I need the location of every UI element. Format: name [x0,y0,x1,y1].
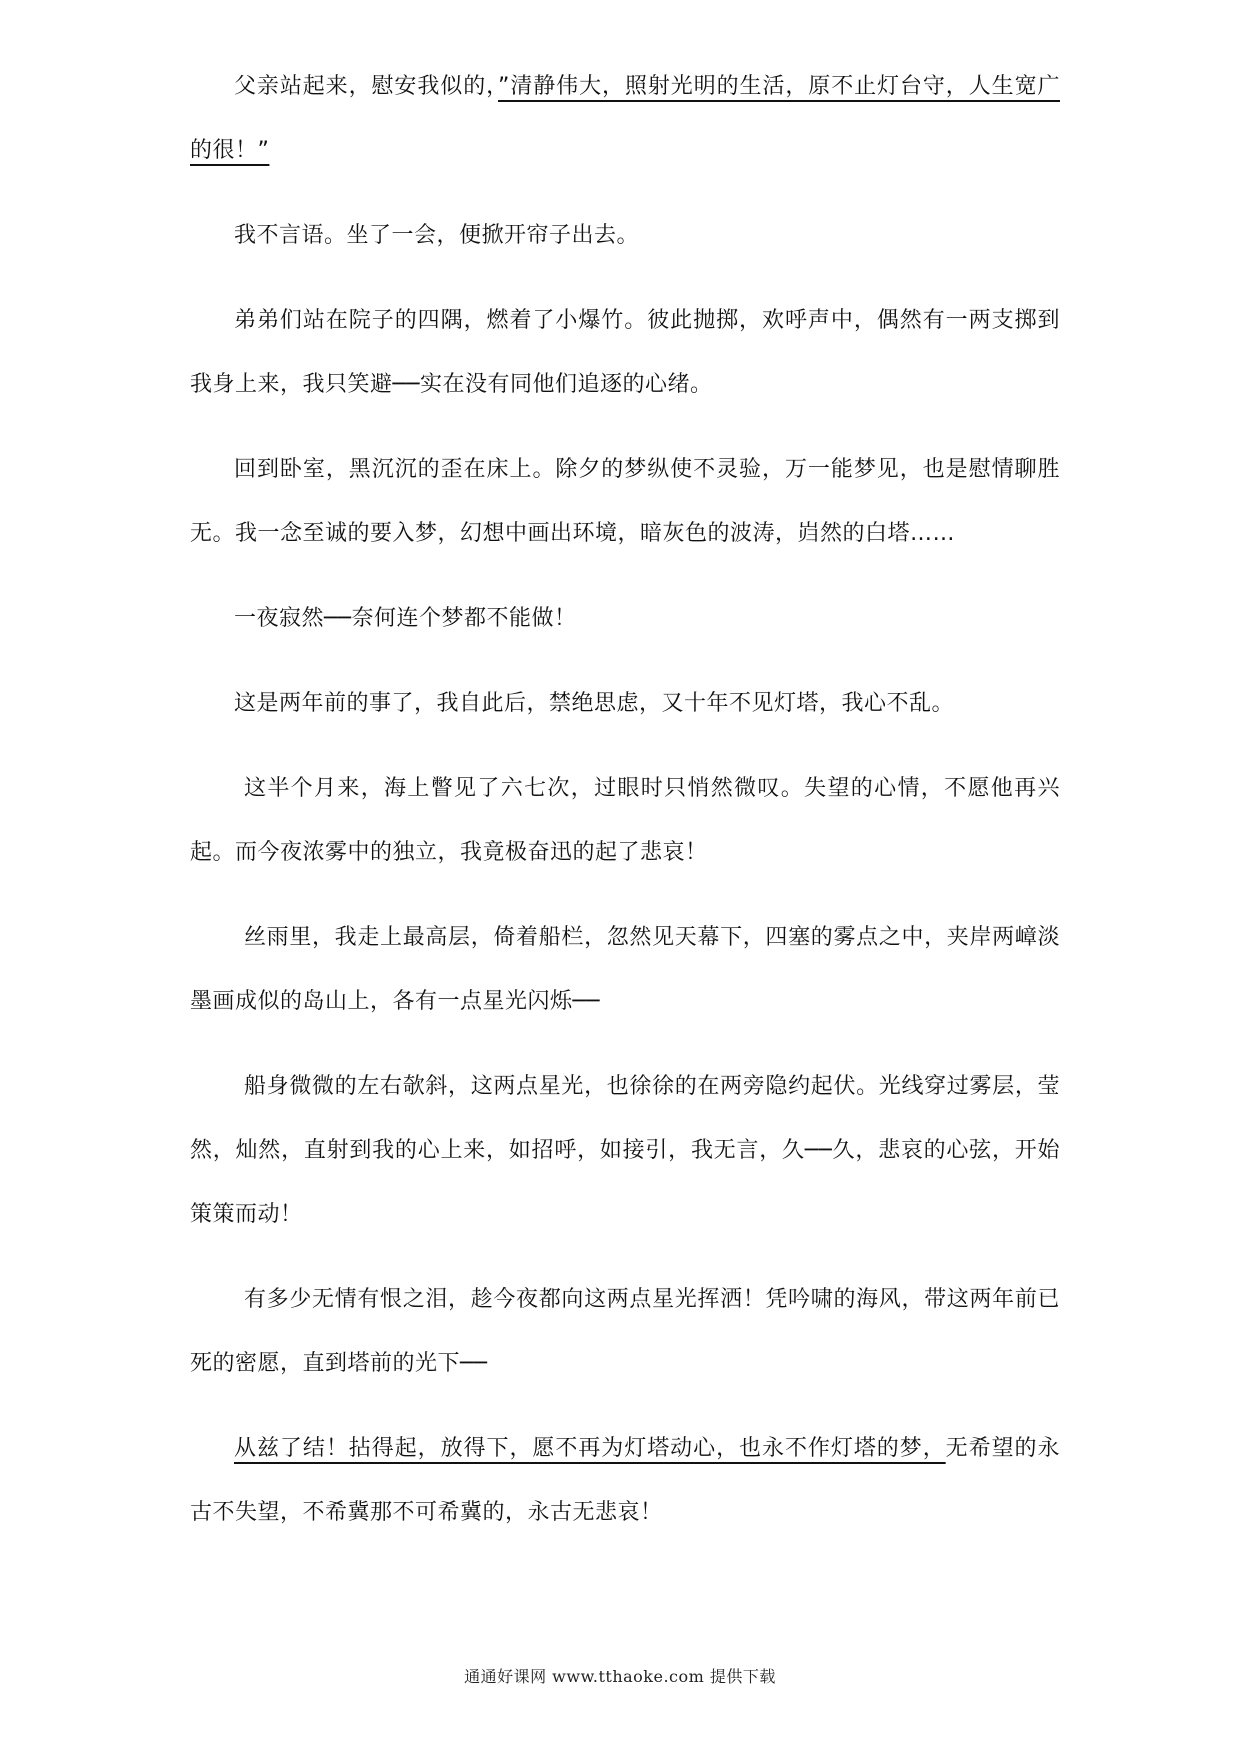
paragraph-3 [190,289,1060,417]
paragraph-2-text: 我不言语。坐了一会，便掀开帘子出去。 [234,223,640,248]
paragraph-8-text: 丝雨里，我走上最高层，倚着船栏，忽然见天幕下，四塞的雾点之中，夹岸两嶂淡墨画成似的岛山上，各有一点星光闪烁── [190,925,1060,1014]
paragraph-5-text: 一夜寂然──奈何连个梦都不能做！ [234,606,577,631]
paragraph-10 [190,1268,1060,1396]
paragraph-7-text: 这半个月来，海上瞥见了六七次，过眼时只悄然微叹。失望的心情，不愿他再兴起。而今夜浓雾中的独立，我竟极奋迅的起了悲哀！ [190,776,1060,865]
paragraph-4 [190,438,1060,566]
paragraph-4-text: 回到卧室，黑沉沉的歪在床上。除夕的梦纵使不灵验，万一能梦见，也是慰情聊胜无。我一念至诚的要入梦，幻想中画出环境，暗灰色的波涛，岿然的白塔…… [190,457,1060,546]
paragraph-6-text: 这是两年前的事了，我自此后，禁绝思虑，又十年不见灯塔，我心不乱。 [234,691,955,716]
paragraph-1-underlined-quote: ”清静伟大，照射光明的生活，原不止灯台守，人生宽广的很！” [190,74,1060,163]
paragraph-9-text: 船身微微的左右欹斜，这两点星光，也徐徐的在两旁隐约起伏。光线穿过雾层，莹然，灿然，直射到我的心上来，如招呼，如接引，我无言，久──久，悲哀的心弦，开始策策而动！ [190,1074,1060,1227]
paragraph-9 [190,1055,1060,1247]
paragraph-11-text: 无希望的永古不失望，不希冀那不可希冀的，永古无悲哀！ [190,1436,1060,1525]
paragraph-7 [190,757,1060,885]
paragraph-11 [190,1417,1060,1545]
paragraph-1 [190,55,1060,183]
paragraph-2 [190,204,1060,268]
paragraph-10-text: 有多少无情有恨之泪，趁今夜都向这两点星光挥洒！凭吟啸的海风，带这两年前已死的密愿，直到塔前的光下── [190,1287,1060,1376]
document-body [190,55,1060,1566]
paragraph-6 [190,672,1060,736]
paragraph-11-underlined-text: 从兹了结！拈得起，放得下，愿不再为灯塔动心，也永不作灯塔的梦， [234,1436,946,1461]
paragraph-1-text: 父亲站起来，慰安我似的， [234,74,499,99]
paragraph-5 [190,587,1060,651]
paragraph-8 [190,906,1060,1034]
page-footer: 通通好课网 www.tthaoke.com 提供下载 [464,1667,776,1686]
paragraph-3-text: 弟弟们站在院子的四隅，燃着了小爆竹。彼此抛掷，欢呼声中，偶然有一两支掷到我身上来，我只笑避──实在没有同他们追逐的心绪。 [190,308,1060,397]
